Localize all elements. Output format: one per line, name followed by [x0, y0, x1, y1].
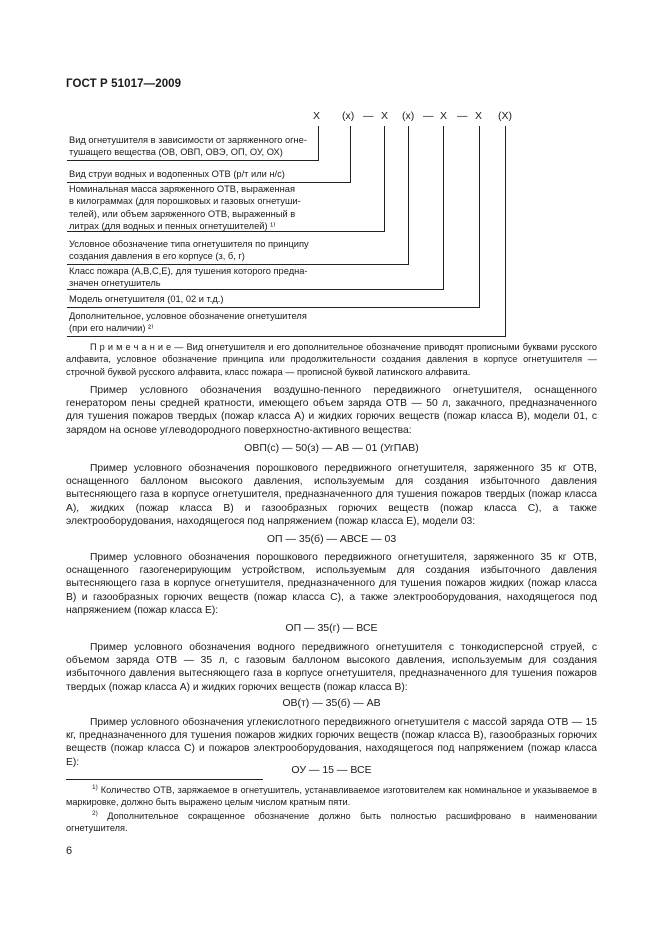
footnote-rule [66, 779, 263, 780]
label-fire-class: Класс пожара (А,В,С,Е), для тушения которого предна- значен огнетушитель [69, 266, 308, 289]
code-part: X [475, 110, 483, 122]
code-part: (x) [342, 110, 355, 122]
note-text: — Вид огнетушителя и его дополнительное обозначение приводят прописными буквами русского алфавита, условное обозначение принципа или продолжительности создания давления в корпусе огнетушителя — строчной буквой русского алфавита, класс пожара — прописной буквой латинского алфавита. [66, 342, 597, 377]
connector-line [384, 126, 385, 232]
label-pressure-type: Условное обозначение типа огнетушителя по принципу создания давления в его корпусе (з, б, г) [69, 239, 309, 262]
footnote-mark: 2) [92, 810, 98, 817]
code-dash: — [363, 110, 374, 122]
example-formula: ОП — 35(г) — ВСЕ [285, 622, 378, 634]
code-part: X [313, 110, 321, 122]
connector-line [350, 126, 351, 183]
connector-line [408, 126, 409, 265]
example-paragraph: Пример условного обозначения водного передвижного огнетушителя с тонкодисперсной струей, с объемом заряда ОТВ — 35 л, с газовым баллоном высокого давления, используемым для создания избыточного давления вытесняющего газа в корпусе огнетушителя, предназначенного для тушения пожаров твердых (пожар класса А) и жидких горючих веществ (пожар класса В): [66, 642, 597, 693]
connector-line [443, 126, 444, 290]
page-number: 6 [66, 845, 73, 857]
code-part: (x) [402, 110, 415, 122]
example-paragraph: Пример условного обозначения углекислотного передвижного огнетушителя с массой заряда ОТВ — 15 кг, предназначенного для тушения пожаров жидких горючих веществ (пожар класса В), газообразных горючих веществ (пожар класса С) и пожаров электрооборудования, находящегося под напряжением (пожар класса Е): [66, 717, 597, 768]
connector-line [479, 126, 480, 308]
label-model: Модель огнетушителя (01, 02 и т.д.) [69, 294, 224, 304]
label-nominal-mass: Номинальная масса заряженного ОТВ, выраженная в килограммах (для порошковых и газовых огнетуши- телей), или объем заряженного ОТВ, выраженный в литрах (для водных и пенных огнетушителей) ¹⁾ [69, 184, 301, 231]
example-formula: ОВ(т) — 35(б) — АВ [282, 697, 381, 709]
example-formula: ОВП(с) — 50(з) — АВ — 01 (УгПАВ) [244, 442, 419, 454]
note-lead: П р и м е ч а н и е [90, 342, 172, 352]
code-part: X [381, 110, 389, 122]
connector-line [505, 126, 506, 337]
label-additional: Дополнительное, условное обозначение огнетушителя (при его наличии) ²⁾ [69, 311, 307, 334]
code-part: X [440, 110, 448, 122]
footnote-text: Количество ОТВ, заряжаемое в огнетушитель, устанавливаемое изготовителем как номинальное и указываемое в маркировке, должно быть выражено целым числом кратным пяти. [66, 785, 597, 808]
connector-line [318, 126, 319, 161]
label-underline [67, 160, 319, 161]
label-underline [67, 307, 480, 308]
footnote [66, 808, 597, 835]
code-dash: — [423, 110, 434, 122]
footnote-text: Дополнительное сокращенное обозначение должно быть полностью расшифровано в наименовании огнетушителя. [66, 811, 597, 834]
note-paragraph [66, 341, 597, 378]
example-paragraph: Пример условного обозначения воздушно-пенного передвижного огнетушителя, оснащенного генератором пены средней кратности, имеющего объем заряда ОТВ — 50 л, закачного, предназначенного для тушения пожаров твердых (пожар класса А) и жидких горючих веществ (пожар класса В), модели 01, с зарядом на основе углеводородного поверхностно-активного вещества: [66, 385, 597, 436]
label-underline [67, 336, 506, 337]
example-paragraph: Пример условного обозначения порошкового передвижного огнетушителя, заряженного 35 кг ОТВ, оснащенного баллоном высокого давления, используемым для создания избыточного давления вытесняющего газа в корпусе огнетушителя, предназначенного для тушения пожаров твердых (пожар класса А), жидких (пожар класса В) и газообразных горючих веществ (пожар класса С), а также электрооборудования, находящегося под напряжением (пожар класса Е), модели 03: [66, 463, 597, 527]
footnote-mark: 1) [92, 784, 98, 791]
code-dash: — [457, 110, 468, 122]
example-formula: ОП — 35(б) — АВСЕ — 03 [266, 533, 397, 545]
code-part: (X) [498, 110, 512, 122]
example-paragraph: Пример условного обозначения порошкового передвижного огнетушителя, заряженного 35 кг ОТВ, оснащенного газогенерирующим устройством, используемым для создания избыточного давления вытесняющего газа в корпусе огнетушителя, предназначенного для тушения пожаров жидких (пожар класса В) и газообразных горючих веществ (пожар класса С), а также электрооборудования, находящегося под напряжением (пожар класса Е): [66, 552, 597, 616]
label-jet-type: Вид струи водных и водопенных ОТВ (р/т или н/с) [69, 169, 285, 179]
footnote [66, 782, 597, 809]
document-header: ГОСТ Р 51017—2009 [66, 78, 182, 90]
example-formula: ОУ — 15 — ВСЕ [291, 764, 372, 776]
label-extinguisher-type: Вид огнетушителя в зависимости от заряженного огне- тушащего вещества (ОВ, ОВП, ОВЭ, ОП, ОУ, ОХ) [69, 135, 307, 158]
